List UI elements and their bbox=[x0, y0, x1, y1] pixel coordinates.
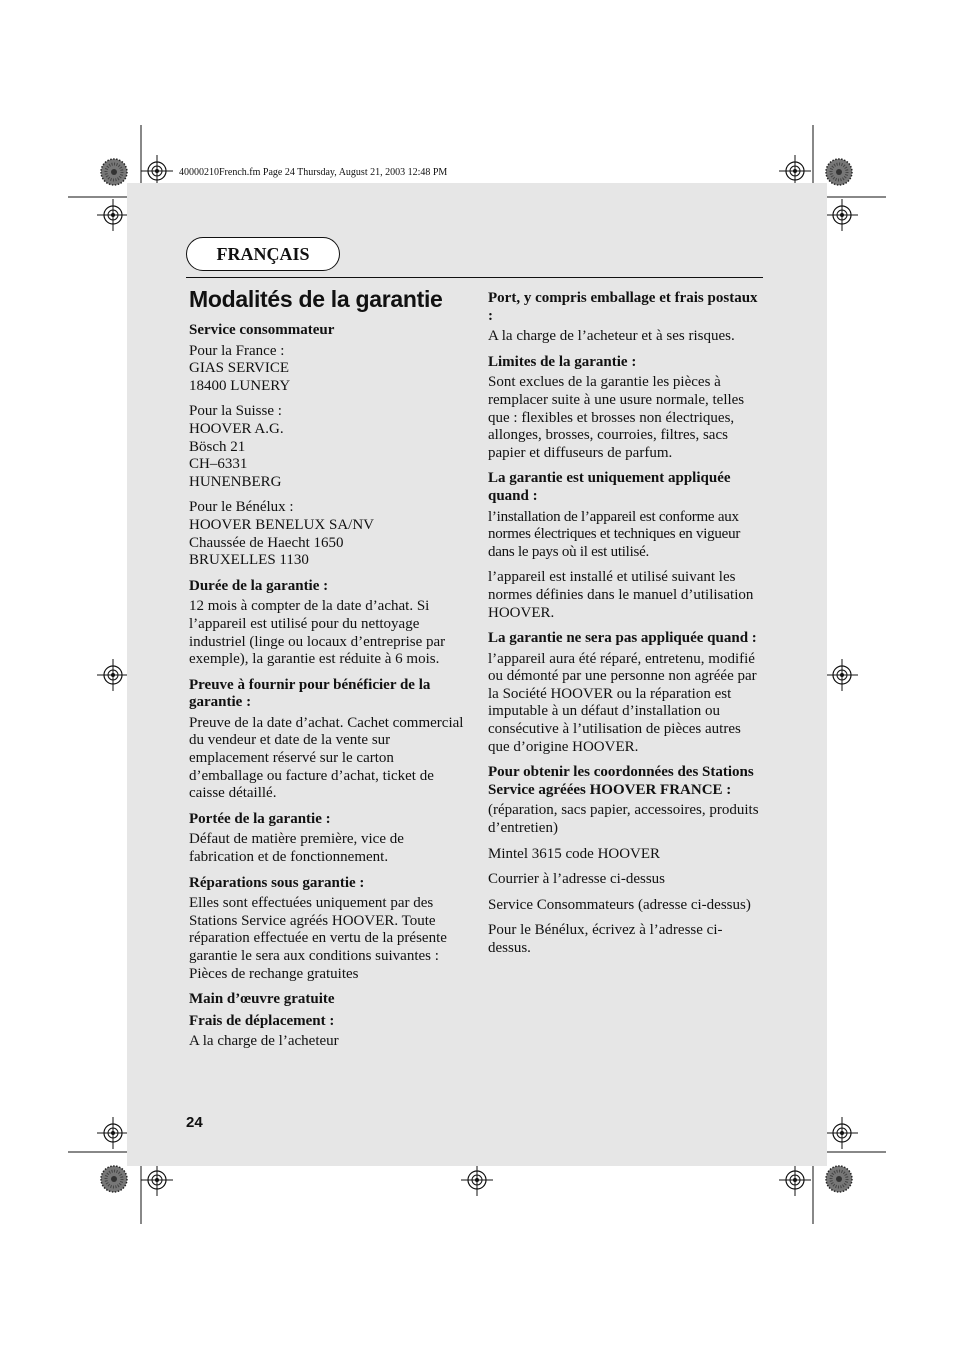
right-column bbox=[488, 290, 763, 966]
address-line: Pour la France : bbox=[189, 342, 285, 359]
duree-heading: Durée de la garantie : bbox=[189, 577, 329, 594]
frais-text: A la charge de l’acheteur bbox=[189, 1033, 339, 1050]
registration-mark-icon bbox=[97, 659, 129, 691]
non-appliquee-text: l’appareil aura été réparé, entretenu, modifié ou démonté par une personne non agréée par la Société HOOVER ou la réparation est imputable à un défaut d’installation ou consécutive à l’utilisation de pièces autres que d’origine HOOVER. bbox=[488, 650, 757, 755]
service-heading: Service consommateur bbox=[189, 322, 335, 338]
registration-mark-icon bbox=[97, 1117, 129, 1149]
registration-mark-icon bbox=[97, 199, 129, 231]
frais-heading: Frais de déplacement : bbox=[189, 1012, 335, 1029]
service-conso-text: Service Consommateurs (adresse ci-dessus) bbox=[488, 896, 751, 913]
portee-heading: Portée de la garantie : bbox=[189, 810, 331, 827]
address-suisse bbox=[189, 403, 465, 491]
non-appliquee-heading: La garantie ne sera pas appliquée quand : bbox=[488, 630, 757, 647]
address-benelux bbox=[189, 499, 465, 569]
address-line: HUNENBERG bbox=[189, 473, 282, 490]
file-slug: 40000210French.fm Page 24 Thursday, August 21, 2003 12:48 PM bbox=[179, 167, 448, 178]
address-line: Pour le Bénélux : bbox=[189, 499, 294, 516]
duree-text: 12 mois à compter de la date d’achat. Si l’appareil est utilisé pour du nettoyage industriel (linge ou locaux d’entreprise par exemple), la garantie est réduite à 6 mois. bbox=[189, 598, 446, 668]
appliquee-text-1: l’installation de l’appareil est conforme aux normes électriques et techniques en vigueur dans le pays où il est utilisé. bbox=[488, 508, 741, 560]
color-star-mark-icon bbox=[101, 1166, 127, 1192]
address-line: BRUXELLES 1130 bbox=[189, 552, 309, 569]
header-rule bbox=[186, 277, 763, 278]
language-tab: FRANÇAIS bbox=[186, 237, 340, 271]
page-title: Modalités de la garantie bbox=[189, 286, 443, 312]
appliquee-text-2: l’appareil est installé et utilisé suivant les normes définies dans le manuel d’utilisation HOOVER. bbox=[488, 569, 754, 621]
main-oeuvre-heading: Main d’œuvre gratuite bbox=[189, 991, 335, 1008]
address-line: 18400 LUNERY bbox=[189, 377, 291, 394]
address-line: HOOVER BENELUX SA/NV bbox=[189, 516, 374, 533]
preuve-heading: Preuve à fournir pour bénéficier de la garantie : bbox=[189, 676, 431, 711]
reparations-heading: Réparations sous garantie : bbox=[189, 874, 365, 891]
address-line: Pour la Suisse : bbox=[189, 403, 282, 420]
address-line: HOOVER A.G. bbox=[189, 420, 284, 437]
port-text: A la charge de l’acheteur et à ses risques. bbox=[488, 328, 735, 345]
reparations-text: Elles sont effectuées uniquement par des Stations Service agréés HOOVER. Toute réparation effectuée en vertu de la présente garantie le sera aux conditions suivantes : Pièces de rechange gratuites bbox=[189, 895, 447, 982]
address-line: CH–6331 bbox=[189, 456, 248, 473]
registration-mark-icon bbox=[461, 1164, 493, 1196]
registration-mark-icon bbox=[826, 199, 858, 231]
left-column bbox=[189, 322, 465, 1059]
color-star-mark-icon bbox=[826, 159, 852, 185]
port-heading: Port, y compris emballage et frais postaux : bbox=[488, 290, 758, 324]
color-star-mark-icon bbox=[101, 159, 127, 185]
registration-mark-icon bbox=[141, 1164, 173, 1196]
address-line: GIAS SERVICE bbox=[189, 360, 290, 377]
limites-heading: Limites de la garantie : bbox=[488, 353, 637, 370]
benelux-note: Pour le Bénélux, écrivez à l’adresse ci-dessus. bbox=[488, 922, 723, 956]
registration-mark-icon bbox=[826, 659, 858, 691]
address-line: Bösch 21 bbox=[189, 438, 246, 455]
preuve-text: Preuve de la date d’achat. Cachet commercial du vendeur et date de la vente sur emplacement réservé sur le carton d’emballage ou facture d’achat, ticket de caisse détaillé. bbox=[189, 714, 464, 802]
page-number: 24 bbox=[186, 1114, 203, 1131]
appliquee-heading: La garantie est uniquement appliquée quand : bbox=[488, 470, 731, 504]
limites-text: Sont exclues de la garantie les pièces à remplacer suite à une usure normale, telles que : flexibles et brosses non électriques, allonges, brosses, courroies, filtres, sacs papier et diffuseurs de parfum. bbox=[488, 374, 745, 461]
minitel-text: Mintel 3615 code HOOVER bbox=[488, 845, 661, 862]
courrier-text: Courrier à l’adresse ci-dessus bbox=[488, 871, 666, 888]
registration-mark-icon bbox=[826, 1117, 858, 1149]
coordonnees-heading: Pour obtenir les coordonnées des Stations Service agréées HOOVER FRANCE : bbox=[488, 764, 754, 798]
portee-text: Défaut de matière première, vice de fabrication et de fonctionnement. bbox=[189, 831, 404, 866]
address-line: Chaussée de Haecht 1650 bbox=[189, 534, 344, 551]
registration-mark-icon bbox=[779, 1164, 811, 1196]
color-star-mark-icon bbox=[826, 1166, 852, 1192]
address-france bbox=[189, 343, 465, 396]
coordonnees-text: (réparation, sacs papier, accessoires, produits d’entretien) bbox=[488, 802, 759, 837]
